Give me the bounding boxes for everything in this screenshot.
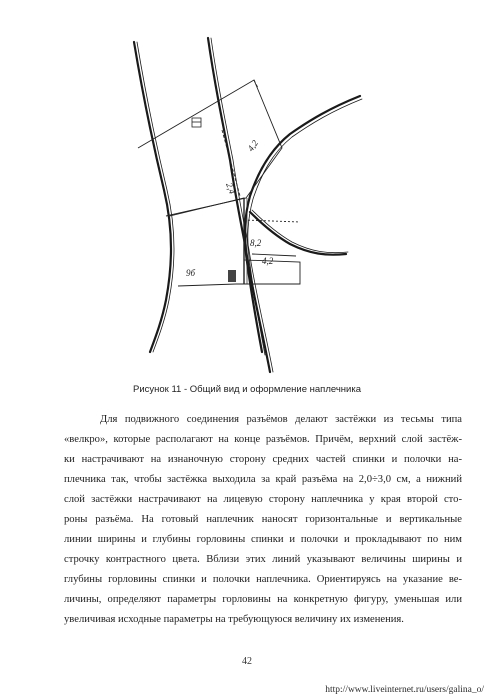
left-body-contour — [134, 42, 171, 352]
text-line: Для подвижного соединения разъёмов делают застёжки из тесьмы типа — [100, 414, 462, 425]
text-line: плечника так, чтобы застёжка выходила за край разъёма на 2,0÷3,0 см, а нижний — [64, 474, 462, 485]
text-line: глубины горловины спинки и полочки наплечника. Ориентируясь на указание ве- — [64, 574, 462, 585]
label-4-2-bottom: 4,2 — [262, 256, 274, 266]
label-2-4: 2,4 — [224, 181, 238, 196]
middle-contour — [208, 38, 270, 372]
page-number: 42 — [242, 656, 252, 667]
text-line: линии ширины и глубины горловины спинки и полочки и прокладывают по ним — [64, 534, 462, 545]
front-block-divider-2 — [252, 254, 296, 256]
text-line: ки настрачивают на изнаночную сторону средних частей спинки и полочки на- — [64, 454, 462, 465]
marker-bottom — [228, 270, 236, 282]
lower-right-contour-inner — [252, 210, 348, 253]
text-line: строчку контрастного цвета. Вблизи этих линий указывают величины ширины и — [64, 554, 462, 565]
front-block-divider — [244, 220, 300, 222]
label-9b: 9б — [186, 268, 196, 278]
text-line: слой застёжки настрачивают на лицевую сторону наплечника у края второй сто- — [64, 494, 462, 505]
text-line: личины, определяют параметры горловины на конкретную фигуру, уменьшая или — [64, 594, 462, 605]
text-line: увеличивая исходные параметры на требующуюся величину их изменения. — [64, 614, 404, 625]
marker-top — [192, 118, 201, 127]
back-block — [138, 80, 282, 216]
watermark-url: http://www.liveinternet.ru/users/galina_o/ — [325, 685, 484, 695]
label-4-2-top: 4,2 — [245, 138, 261, 154]
figure-caption: Рисунок 11 - Общий вид и оформление наплечника — [133, 384, 361, 395]
lower-right-contour — [250, 212, 346, 255]
text-line: «велкро», которые располагают на конце разъёмов. Причём, верхний слой застёж- — [64, 434, 462, 445]
label-8-2: 8,2 — [250, 238, 262, 248]
text-line: роны разъёма. На готовый наплечник наносят горизонтальные и вертикальные — [64, 514, 462, 525]
middle-contour-inner — [211, 38, 273, 372]
